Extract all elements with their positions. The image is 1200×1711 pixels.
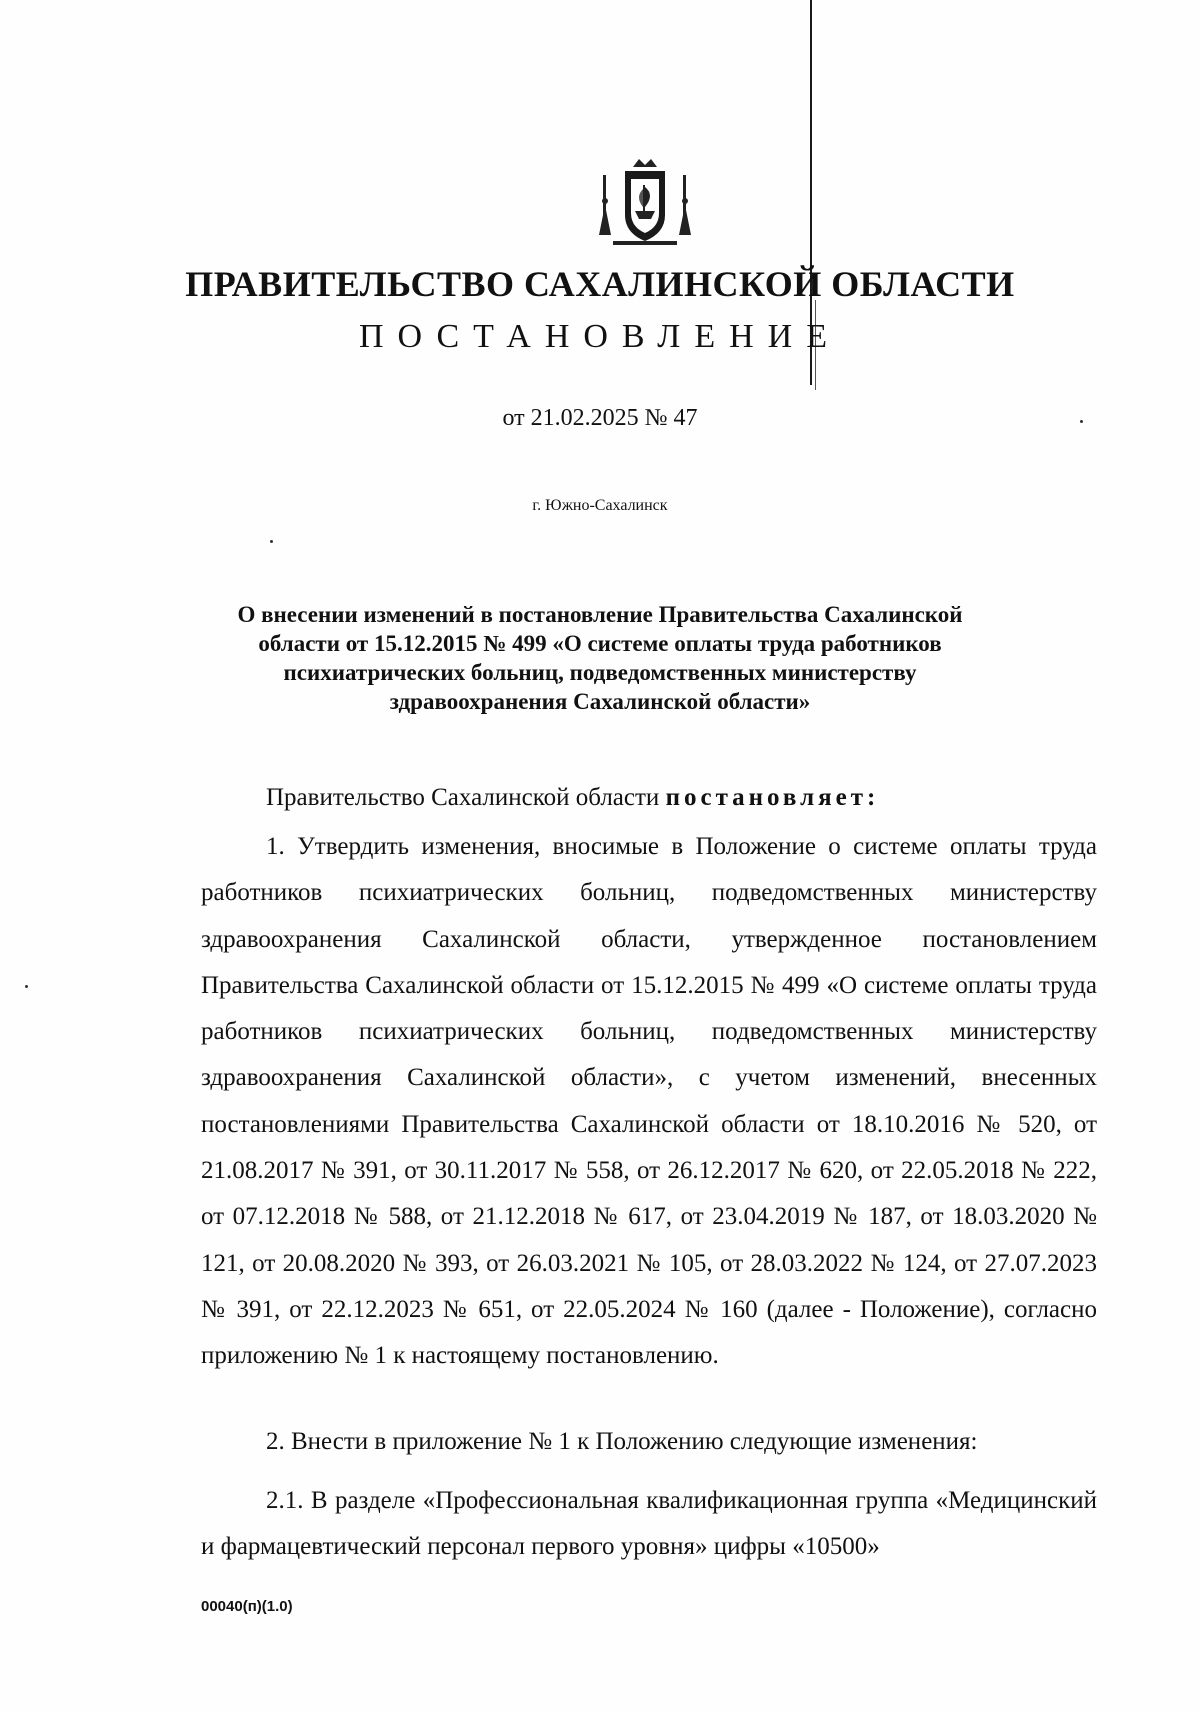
coat-of-arms-icon [595, 155, 695, 250]
document-date-number: от 21.02.2025 № 47 [502, 405, 698, 431]
scan-speck [1080, 420, 1083, 423]
form-code: 00040(п)(1.0) [201, 1598, 293, 1615]
scan-speck [25, 985, 28, 988]
organization-title: ПРАВИТЕЛЬСТВО САХАЛИНСКОЙ ОБЛАСТИ [185, 264, 1015, 304]
document-city: г. Южно-Сахалинск [532, 497, 668, 514]
intro-paragraph [266, 784, 1097, 812]
document-subject: О внесении изменений в постановление Правительства Сахалинской области от 15.12.2015 № 499 «О системе оплаты труда работников психиатрических больниц, подведомственных министерству здравоохранения Сахалинской области» [237, 602, 963, 714]
scan-speck [270, 540, 273, 543]
paragraph-2-1: 2.1. В разделе «Профессиональная квалификационная группа «Медицинский и фармацевтический персонал первого уровня» цифры «10500» [201, 1487, 1097, 1560]
paragraph-1: 1. Утвердить изменения, вносимые в Положение о системе оплаты труда работников психиатрических больниц, подведомственных министерству здравоохранения Сахалинской области, утвержденное постановлением Правительства Сахалинской области от 15.12.2015 № 499 «О системе оплаты труда работников психиатрических больниц, подведомственных министерству здравоохранения Сахалинской области», с учетом изменений, внесенных постановлениями Правительства Сахалинской области от 18.10.2016 № 520, от 21.08.2017 № 391, от 30.11.2017 № 558, от 26.12.2017 № 620, от 22.05.2018 № 222, от 07.12.2018 № 588, от 21.12.2018 № 617, от 23.04.2019 № 187, от 18.03.2020 № 121, от 20.08.2020 № 393, от 26.03.2021 № 105, от 28.03.2022 № 124, от 27.07.2023 № 391, от 22.12.2023 № 651, от 22.05.2024 № 160 (далее - Положение), согласно приложению № 1 к настоящему постановлению. [201, 833, 1097, 1370]
document-type: ПОСТАНОВЛЕНИЕ [358, 318, 842, 355]
intro-prefix: Правительство Сахалинской области [266, 784, 666, 811]
intro-emphasis: постановляет: [665, 784, 880, 811]
paragraph-2: 2. Внести в приложение № 1 к Положению следующие изменения: [266, 1428, 978, 1455]
